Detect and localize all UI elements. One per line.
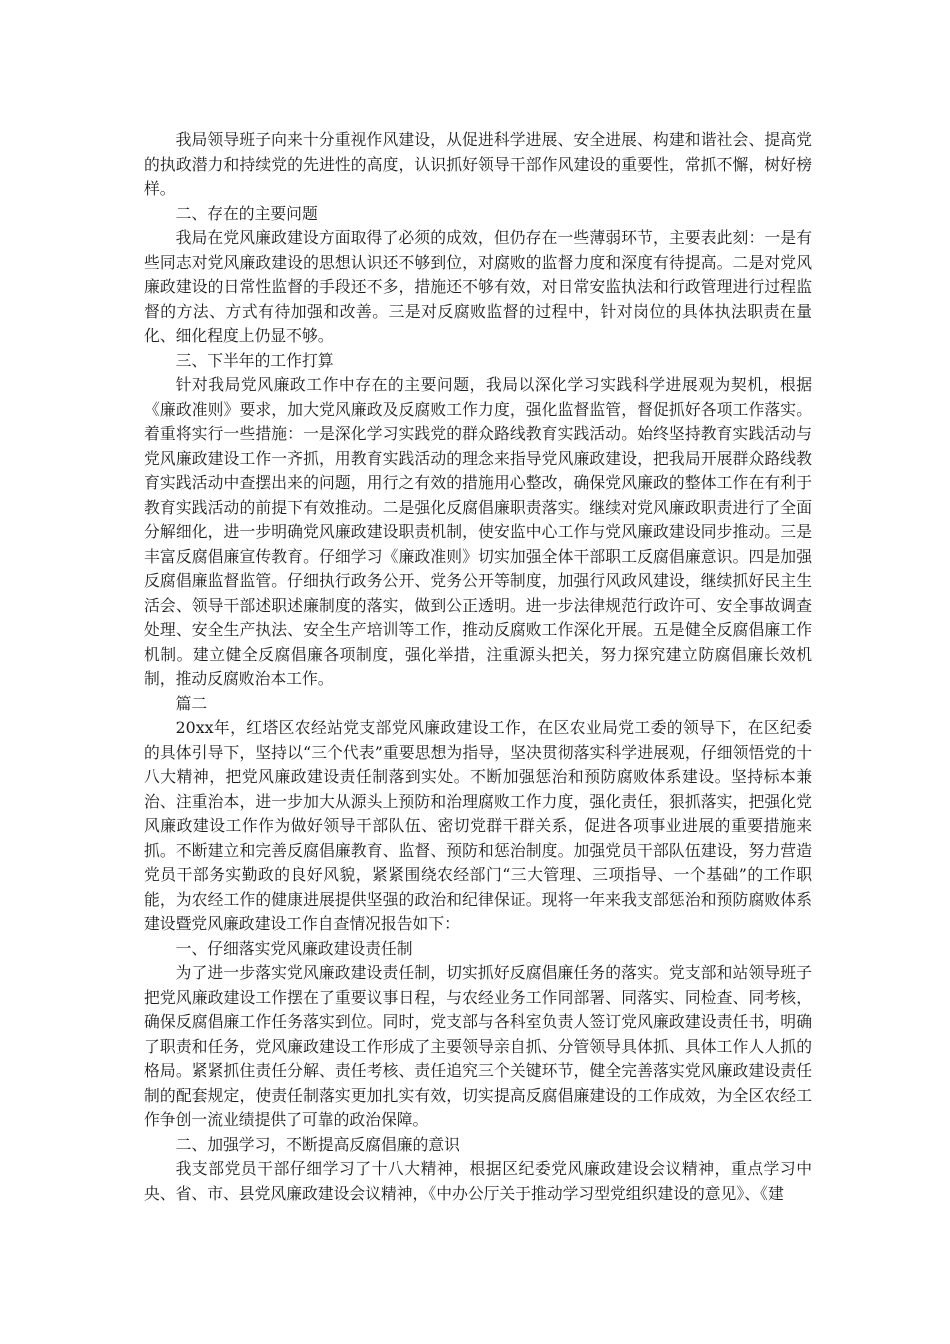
paragraph-plan-measures: 针对我局党风廉政工作中存在的主要问题，我局以深化学习实践科学进展观为契机，根据《廉政准则》要求，加大党风廉政及反腐败工作力度，强化监督监管，督促抓好各项工作落实。着重将实行一些措施：一是深化学习实践党的群众路线教育实践活动。始终坚持教育实践活动与党风廉政建设工作一齐抓，用教育实践活动的理念来指导党风廉政建设，把我局开展群众路线教育实践活动中查摆出来的问题，用行之有效的措施用心整改，确保党风廉政的整体工作在有利于教育实践活动的前提下有效推动。二是强化反腐倡廉职责落实。继续对党风廉政职责进行了全面分解细化，进一步明确党风廉政建设职责机制，使安监中心工作与党风廉政建设同步推动。三是丰富反腐倡廉宣传教育。仔细学习《廉政准则》切实加强全体干部职工反腐倡廉意识。四是加强反腐倡廉监督监管。仔细执行政务公开、党务公开等制度，加强行风政风建设，继续抓好民主生活会、领导干部述职述廉制度的落实，做到公正透明。进一步法律规范行政许可、安全事故调查处理、安全生产执法、安全生产培训等工作，推动反腐败工作深化开展。五是健全反腐倡廉工作机制。建立健全反腐倡廉各项制度，强化举措，注重源头把关，努力探究建立防腐倡廉长效机制，推动反腐败治本工作。 [144, 375, 812, 688]
paragraph-leadership-style: 我局领导班子向来十分重视作风建设，从促进科学进展、安全进展、构建和谐社会、提高党的执政潜力和持续党的先进性的高度，认识抓好领导干部作风建设的重要性，常抓不懈，树好榜样。 [144, 130, 812, 198]
heading-second-half-plan: 三、下半年的工作打算 [175, 350, 334, 370]
heading-part-two: 篇二 [175, 693, 208, 713]
paragraph-strengthen-learning: 我支部党员干部仔细学习了十八大精神，根据区纪委党风廉政建设会议精神，重点学习中央、省、市、县党风廉政建设会议精神，《中办公厅关于推动学习型党组织建设的意见》、《建 [144, 1159, 812, 1203]
heading-strengthen-learning: 二、加强学习，不断提高反腐倡廉的意识 [175, 1134, 460, 1154]
paragraph-part-two-intro: 20xx年，红塔区农经站党支部党风廉政建设工作，在区农业局党工委的领导下，在区纪委的具体引导下，坚持以“三个代表”重要思想为指导，坚决贯彻落实科学进展观，仔细领悟党的十八大精神，把党风廉政建设责任制落到实处。不断加强惩治和预防腐败体系建设。坚持标本兼治、注重治本，进一步加大从源头上预防和治理腐败工作力度，强化责任，狠抓落实，把强化党风廉政建设工作作为做好领导干部队伍、密切党群干群关系，促进各项事业进展的重要措施来抓。不断建立和完善反腐倡廉教育、监督、预防和惩治制度。加强党员干部队伍建设，努力营造党员干部务实勤政的良好风貌，紧紧围绕农经部门“三大管理、三项指导、一个基础”的工作职能，为农经工作的健康进展提供坚强的政治和纪律保证。现将一年来我支部惩治和预防腐败体系建设暨党风廉政建设工作自查情况报告如下： [144, 718, 812, 933]
heading-responsibility-system: 一、仔细落实党风廉政建设责任制 [175, 938, 413, 958]
paragraph-responsibility-system: 为了进一步落实党风廉政建设责任制，切实抓好反腐倡廉任务的落实。党支部和站领导班子把党风廉政建设工作摆在了重要议事日程，与农经业务工作同部署、同落实、同检查、同考核，确保反腐倡廉工作任务落实到位。同时，党支部与各科室负责人签订党风廉政建设责任书，明确了职责和任务，党风廉政建设工作形成了主要领导亲自抓、分管领导具体抓、具体工作人人抓的格局。紧紧抓住责任分解、责任考核、责任追究三个关键环节，健全完善落实党风廉政建设责任制的配套规定，使责任制落实更加扎实有效，切实提高反腐倡廉建设的工作成效，为全区农经工作争创一流业绩提供了可靠的政治保障。 [144, 963, 812, 1129]
heading-main-problems: 二、存在的主要问题 [175, 203, 318, 223]
paragraph-problems: 我局在党风廉政建设方面取得了必须的成效，但仍存在一些薄弱环节，主要表此刻：一是有些同志对党风廉政建设的思想认识还不够到位，对腐败的监督力度和深度有待提高。二是对党风廉政建设的日常性监督的手段还不多，措施还不够有效，对日常安监执法和行政管理进行过程监督的方法、方式有待加强和改善。三是对反腐败监督的过程中，针对岗位的具体执法职责在量化、细化程度上仍显不够。 [144, 228, 812, 345]
document-page [144, 128, 812, 1206]
